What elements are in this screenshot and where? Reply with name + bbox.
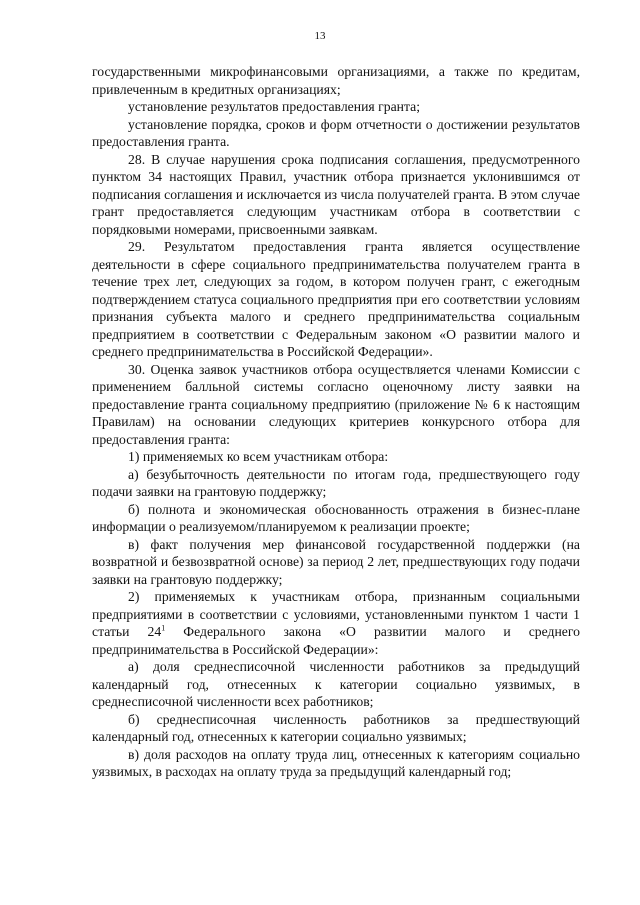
list-item-2a: а) доля среднесписочной численности работников за предыдущий календарный год, отнесенных к категории социально уязвимых, в среднесписочной численности всех работников; [92, 659, 580, 709]
document-body [92, 63, 580, 781]
paragraph: установление результатов предоставления гранта; [128, 99, 420, 114]
list-item-2-text-after: Федерального закона «О развитии малого и среднего предпринимательства в Российской Федерации»: [92, 624, 580, 657]
list-item-2 [92, 588, 580, 658]
list-item-2v: в) доля расходов на оплату труда лиц, отнесенных к категориям социально уязвимых, в расходах на оплату труда за предыдущий календарный год; [92, 746, 580, 779]
paragraph-29: 29. Результатом предоставления гранта является осуществление деятельности в сфере социального предпринимательства получателем гранта в течение трех лет, следующих за годом, в котором получен грант, с ежегодным подтверждением статуса социального предприятия при его соответствии условиям признания субъекта малого и среднего предпринимательства социальным предприятием в соответствии с Федеральным законом «О развитии малого и среднего предпринимательства в Российской Федерации». [92, 239, 580, 359]
paragraph-continuation: государственными микрофинансовыми организациями, а также по кредитам, привлеченным в кредитных организациях; [92, 64, 580, 97]
paragraph-28: 28. В случае нарушения срока подписания соглашения, предусмотренного пунктом 34 настоящих Правил, участник отбора признается уклонившимся от подписания соглашения и исключается из числа получателей гранта. В этом случае грант предоставляется следующим участникам отбора в соответствии с порядковыми номерами, присвоенными заявкам. [92, 151, 580, 237]
list-item-1: 1) применяемых ко всем участникам отбора: [128, 449, 389, 464]
list-item-2-text-before: 2) применяемых к участникам отбора, признанным социальными предприятиями в соответствии с условиями, установленными пунктом 1 части 1 статьи 24 [92, 589, 580, 639]
list-item-1b: б) полнота и экономическая обоснованность отражения в бизнес-плане информации о реализуемом/планируемом к реализации проекте; [92, 501, 580, 534]
page-number: 13 [314, 30, 326, 42]
list-item-2b: б) среднесписочная численность работников за предшествующий календарный год, отнесенных к категории социально уязвимых; [92, 711, 580, 744]
list-item-1a: а) безубыточность деятельности по итогам года, предшествующего году подачи заявки на грантовую поддержку; [92, 466, 580, 499]
superscript-index: 1 [161, 623, 166, 633]
paragraph: установление порядка, сроков и форм отчетности о достижении результатов предоставления гранта. [92, 116, 580, 149]
paragraph-30: 30. Оценка заявок участников отбора осуществляется членами Комиссии с применением балльной системы согласно оценочному листу заявки на предоставление гранта социальному предприятию (приложение № 6 к настоящим Правилам) на основании следующих критериев конкурсного отбора для предоставления гранта: [92, 361, 580, 447]
list-item-1v: в) факт получения мер финансовой государственной поддержки (на возвратной и безвозвратной основе) за период 2 лет, предшествующих году подачи заявки на грантовую поддержку; [92, 536, 580, 587]
